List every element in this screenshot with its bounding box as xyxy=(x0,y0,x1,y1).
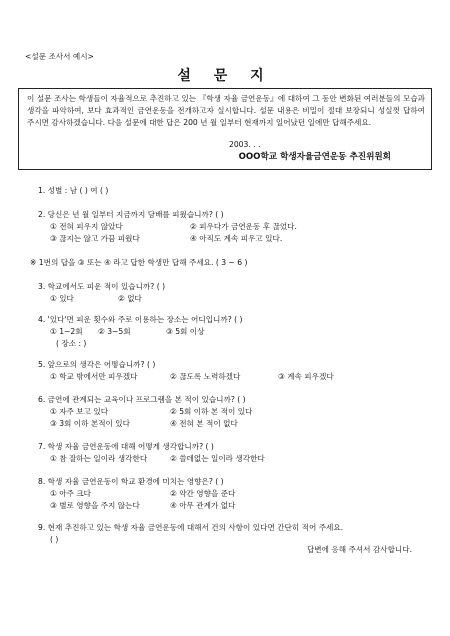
question-6-text: 6. 금연에 관계되는 교육이나 프로그램을 본 적이 있습니까? ( ) xyxy=(38,395,246,404)
q5-option-2[interactable]: ② 끊도록 노력하겠다 xyxy=(170,372,241,381)
q3-option-1[interactable]: ① 있다 xyxy=(50,294,74,303)
q8-option-3[interactable]: ③ 별로 영향을 주지 않는다 xyxy=(50,501,140,510)
question-3 xyxy=(38,282,428,306)
closing-text: 답변에 응해 주셔서 감사합니다. xyxy=(306,545,412,554)
question-2-text: 2. 당신은 년 월 일부터 지금까지 담배를 피웠습니까? ( ) xyxy=(38,210,224,219)
q8-option-4[interactable]: ④ 아무 관계가 없다 xyxy=(170,501,236,510)
question-9-text: 9. 현재 추진하고 있는 학생 자율 금연운동에 대해서 건의 사항이 있다면 간단히 적어 주세요. xyxy=(38,523,344,532)
question-5-text: 5. 앞으로의 생각은 어떻습니까? ( ) xyxy=(38,360,156,369)
question-1-text: 1. 성별 : 남 ( ) 여 ( ) xyxy=(38,186,109,195)
q5-option-1[interactable]: ① 학교 밖에서만 피우겠다 xyxy=(50,372,138,381)
question-7 xyxy=(38,442,428,466)
q6-option-1[interactable]: ① 자주 보고 있다 xyxy=(50,407,109,416)
survey-date: 2003. . . xyxy=(229,140,261,149)
question-6 xyxy=(38,395,428,431)
question-9 xyxy=(38,523,428,547)
intro-text: 이 설문 조사는 학생들이 자율적으로 추진하고 있는 『학생 자율 금연운동』에 대하여 그 동안 변화된 여러분들의 모습과 생각을 파악하여, 보다 효과적인 금연운동을 전개하고자 실시합니다. 설문 내용은 비밀이 절대 보장되니 성실껏 답하여 주시면 감사하겠습니다. 다음 설문에 대한 답은 200 년 월 일부터 현재까지 일어났던 일에만 답해주세요. xyxy=(27,94,425,127)
q8-option-2[interactable]: ② 약간 영향을 준다 xyxy=(170,489,236,498)
q9-answer-field[interactable]: ( ) xyxy=(50,535,59,544)
q2-option-4[interactable]: ④ 아직도 계속 피우고 있다. xyxy=(190,234,283,243)
question-2 xyxy=(38,210,428,246)
question-4-text: 4. '있다'면 피운 횟수와 주로 이용하는 장소는 어디입니까? ( ) xyxy=(38,315,243,324)
question-1 xyxy=(38,186,428,198)
q3-option-2[interactable]: ② 없다 xyxy=(118,294,142,303)
q6-option-2[interactable]: ② 5회 이하 본 적이 있다 xyxy=(170,407,253,416)
intro-box xyxy=(18,88,432,170)
question-4 xyxy=(38,315,428,351)
caption: <설문 조사서 예시> xyxy=(25,52,94,61)
q2-option-2[interactable]: ② 피우다가 금연운동 후 끊었다. xyxy=(190,222,297,231)
q8-option-1[interactable]: ① 아주 크다 xyxy=(50,489,91,498)
page-title: 설 문 지 xyxy=(177,68,273,84)
question-3-text: 3. 학교에서도 피운 적이 있습니까? ( ) xyxy=(38,282,166,291)
q4-option-1[interactable]: ① 1~2회 xyxy=(50,327,83,336)
q4-place-field[interactable]: ( 장소 : ) xyxy=(56,339,87,348)
q2-option-1[interactable]: ① 전혀 피우지 않았다 xyxy=(50,222,123,231)
answer-note-text: ※ 1번의 답을 ③ 또는 ④ 라고 답한 학생만 답해 주세요. ( 3 ~ 6 ) xyxy=(30,258,248,267)
question-7-text: 7. 학생 자율 금연운동에 대해 어떻게 생각합니까? ( ) xyxy=(38,442,214,451)
q5-option-3[interactable]: ③ 계속 피우겠다 xyxy=(278,372,334,381)
q6-option-3[interactable]: ③ 3회 이하 본적이 있다 xyxy=(50,419,130,428)
q7-option-2[interactable]: ② 쓸데없는 일이라 생각한다 xyxy=(170,454,265,463)
q6-option-4[interactable]: ④ 전혀 본 적이 없다 xyxy=(170,419,238,428)
answer-note xyxy=(30,258,420,270)
question-8-text: 8. 학생 자율 금연운동이 학교 환경에 미치는 영향은? ( ) xyxy=(38,477,224,486)
q4-option-2[interactable]: ② 3~5회 xyxy=(98,327,131,336)
question-5 xyxy=(38,360,428,384)
q7-option-1[interactable]: ① 참 잘하는 일이라 생각한다 xyxy=(50,454,148,463)
committee-name: OOO학교 학생자율금연운동 추진위원회 xyxy=(238,152,391,162)
question-8 xyxy=(38,477,428,513)
q2-option-3[interactable]: ③ 끊지는 않고 가끔 피웠다 xyxy=(50,234,140,243)
q4-option-3[interactable]: ③ 5회 이상 xyxy=(166,327,205,336)
